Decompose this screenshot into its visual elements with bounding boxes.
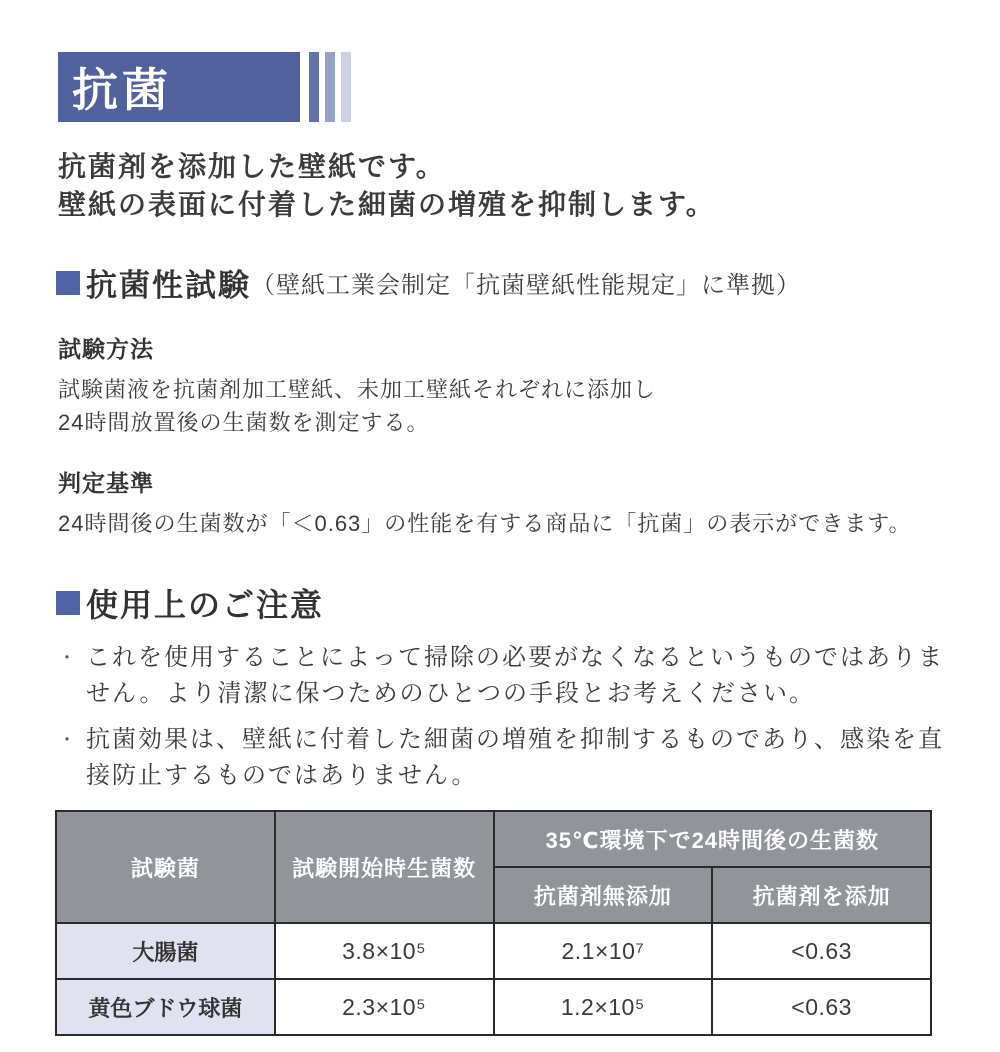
initial-count-cell: 3.8×10⁵ bbox=[275, 923, 494, 979]
note-text-2: 抗菌効果は、壁紙に付着した細菌の増殖を抑制するものであり、感染を直接防止するものではありません。 bbox=[86, 726, 944, 789]
bacteria-name-cell: 黄色ブドウ球菌 bbox=[56, 979, 275, 1035]
intro-line-2: 壁紙の表面に付着した細菌の増殖を抑制します。 bbox=[58, 189, 716, 220]
header-cell-with-agent: 抗菌剤を添加 bbox=[712, 867, 931, 923]
method-label: 試験方法 bbox=[58, 336, 154, 362]
banner-stripe-dark bbox=[309, 52, 319, 122]
method-text bbox=[58, 373, 1000, 439]
method-line-1: 試験菌液を抗菌剤加工壁紙、未加工壁紙それぞれに添加し bbox=[58, 377, 657, 402]
no-agent-count-cell: 1.2×10⁵ bbox=[494, 979, 713, 1035]
page-header bbox=[58, 52, 1000, 122]
method-line-2: 24時間放置後の生菌数を測定する。 bbox=[58, 410, 430, 435]
antibacterial-spec-page bbox=[0, 52, 1000, 1052]
intro-paragraph bbox=[58, 148, 1000, 224]
table-header-row-1 bbox=[56, 811, 931, 867]
section-heading-notes bbox=[56, 580, 1000, 626]
section-heading-test bbox=[56, 260, 1000, 305]
title-banner bbox=[58, 52, 300, 122]
header-cell-initial-count: 試験開始時生菌数 bbox=[275, 811, 494, 923]
list-item bbox=[58, 722, 953, 794]
usage-notes-list bbox=[58, 640, 953, 794]
section-title-note: （壁紙工業会制定「抗菌壁紙性能規定」に準拠） bbox=[251, 272, 801, 299]
header-cell-no-agent: 抗菌剤無添加 bbox=[494, 867, 713, 923]
header-cell-bacteria: 試験菌 bbox=[56, 811, 275, 923]
with-agent-count-cell: <0.63 bbox=[712, 923, 931, 979]
banner-stripe-medium bbox=[325, 52, 335, 122]
bacteria-name-cell: 大腸菌 bbox=[56, 923, 275, 979]
bullet-dot-icon: ・ bbox=[58, 730, 78, 750]
list-item bbox=[58, 640, 953, 712]
banner-stripe-light bbox=[341, 52, 351, 122]
no-agent-count-cell: 2.1×10⁷ bbox=[494, 923, 713, 979]
with-agent-count-cell: <0.63 bbox=[712, 979, 931, 1035]
bullet-dot-icon: ・ bbox=[58, 648, 78, 668]
table-row bbox=[56, 979, 931, 1035]
table-row bbox=[56, 923, 931, 979]
header-cell-after-24h-group: 35℃環境下で24時間後の生菌数 bbox=[494, 811, 932, 867]
note-text-1: これを使用することによって掃除の必要がなくなるというものではありません。より清潔に保つためのひとつの手段とお考えください。 bbox=[86, 644, 944, 707]
section-marker-square-icon bbox=[56, 591, 80, 615]
section-marker-square-icon bbox=[56, 271, 80, 295]
intro-line-1: 抗菌剤を添加した壁紙です。 bbox=[58, 151, 446, 182]
initial-count-cell: 2.3×10⁵ bbox=[275, 979, 494, 1035]
banner-stripes-decoration bbox=[309, 52, 357, 122]
section-title-notes: 使用上のご注意 bbox=[86, 587, 325, 623]
page-title: 抗菌 bbox=[72, 64, 172, 116]
section-title-test: 抗菌性試験 bbox=[86, 268, 251, 303]
criteria-text: 24時間後の生菌数が「＜0.63」の性能を有する商品に「抗菌」の表示ができます。 bbox=[58, 511, 912, 536]
test-results-table bbox=[55, 810, 932, 1036]
criteria-label: 判定基準 bbox=[58, 470, 154, 496]
